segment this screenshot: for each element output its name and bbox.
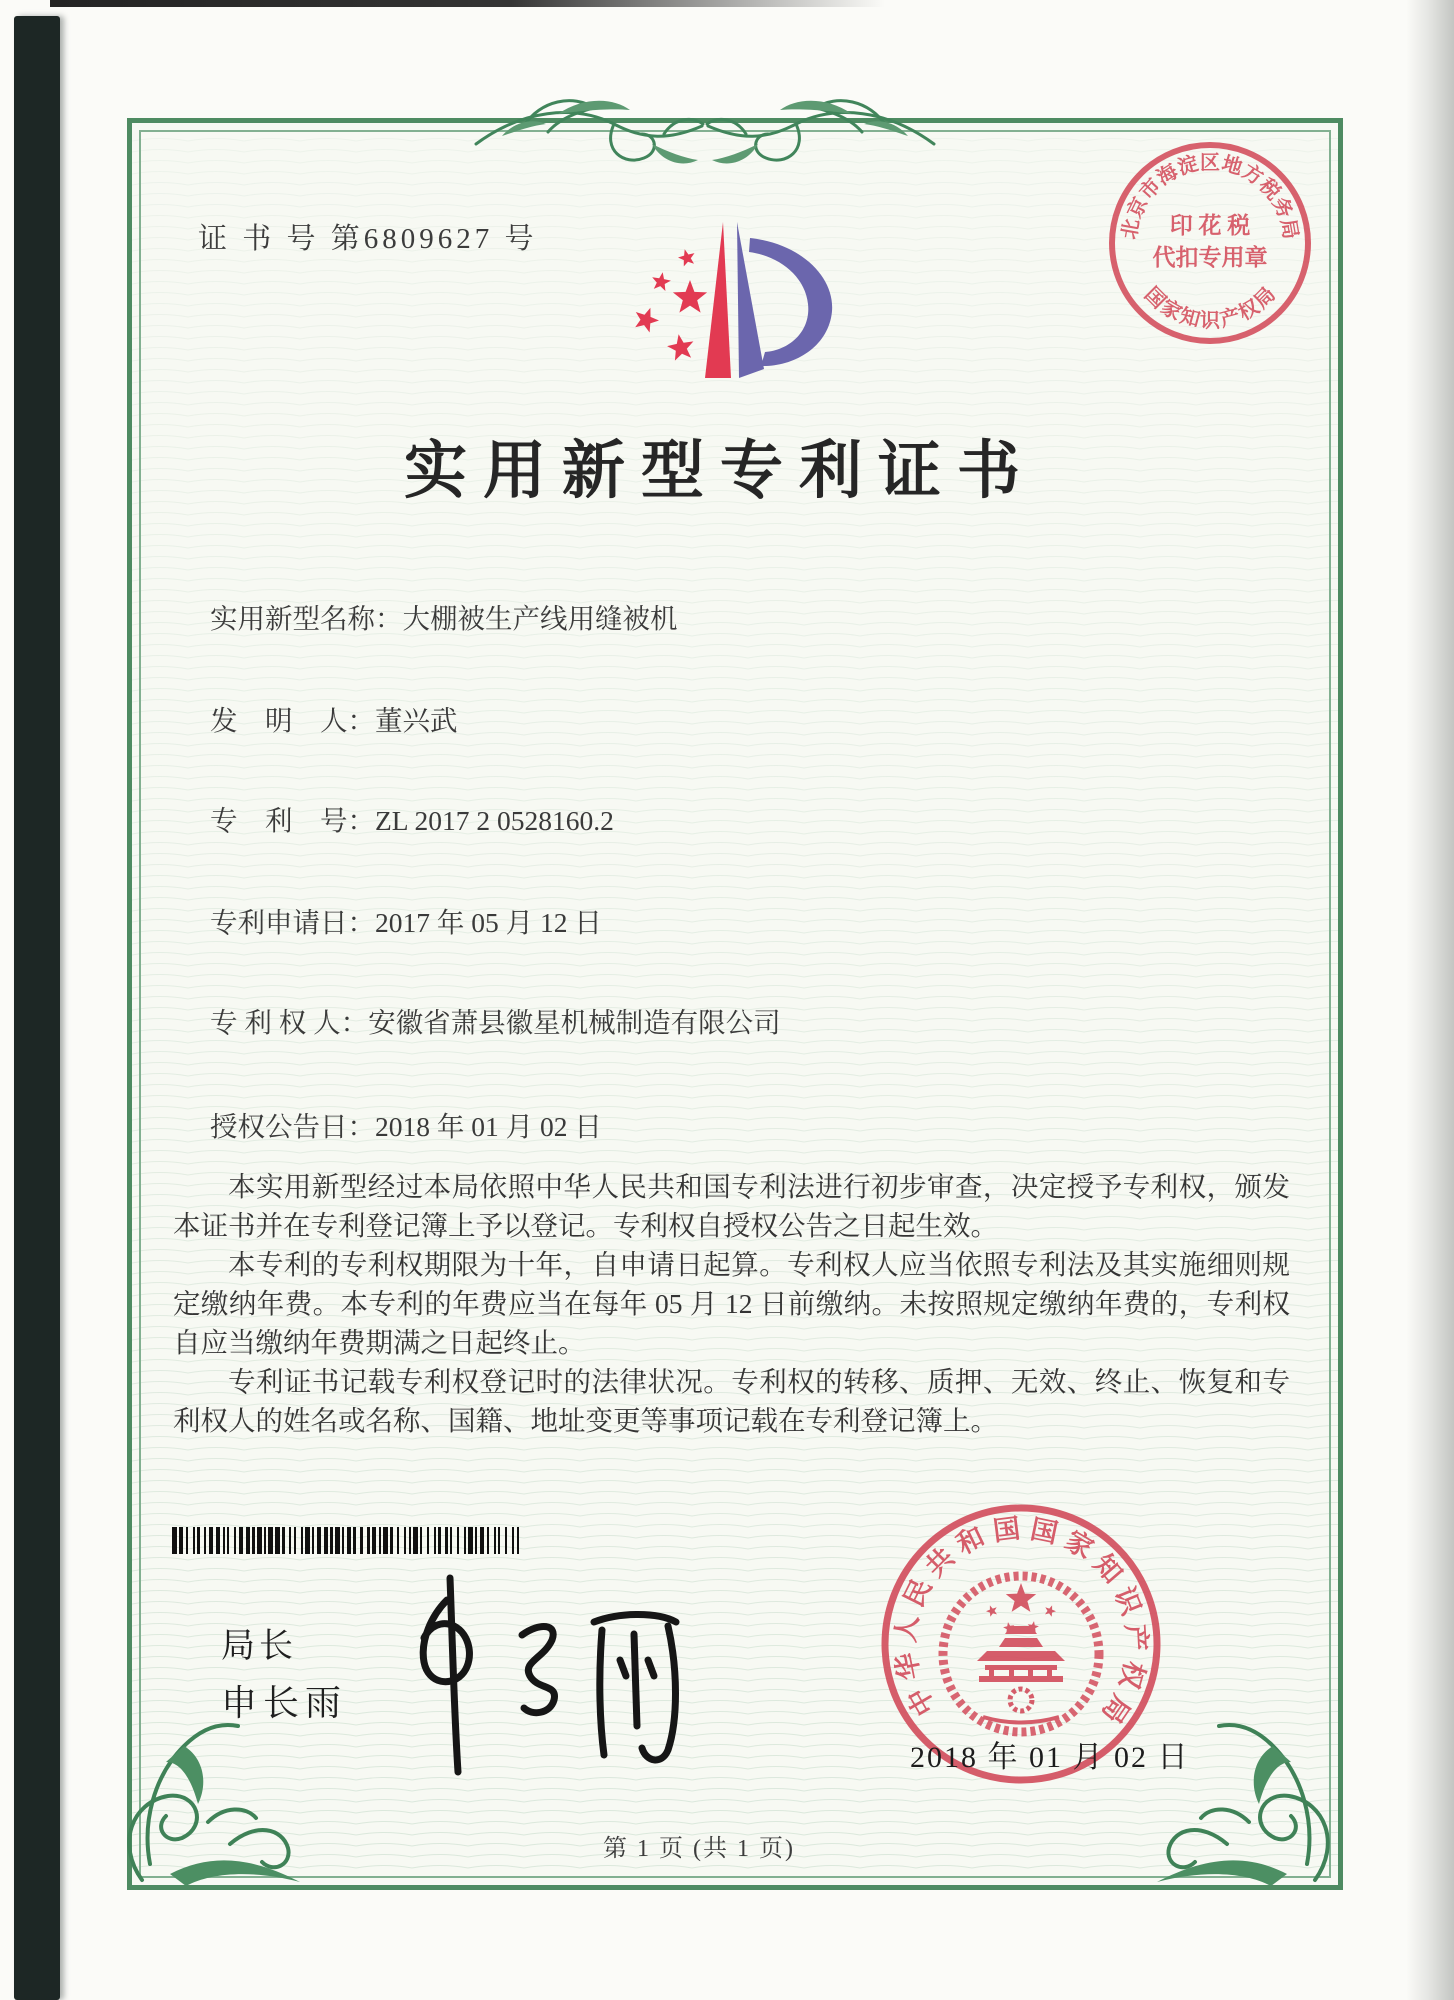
scan-right-shadow bbox=[1406, 0, 1454, 2000]
svg-text:区: 区 bbox=[1200, 152, 1220, 174]
certificate-number: 证 书 号 第6809627 号 bbox=[198, 223, 538, 255]
svg-text:共: 共 bbox=[919, 1542, 961, 1583]
certificate-title: 实用新型专利证书 bbox=[404, 436, 1036, 506]
field-value: 董兴武 bbox=[375, 705, 458, 736]
svg-text:人: 人 bbox=[890, 1613, 924, 1645]
logo-stars-icon bbox=[635, 249, 707, 360]
scan-top-edge bbox=[50, 0, 885, 7]
cnipa-logo-icon bbox=[615, 210, 845, 385]
field-label: 发 明 人： bbox=[210, 705, 375, 736]
national-emblem-icon bbox=[943, 1576, 1099, 1732]
svg-text:方: 方 bbox=[1238, 160, 1267, 190]
svg-text:京: 京 bbox=[1123, 194, 1153, 222]
svg-text:国: 国 bbox=[1139, 283, 1170, 314]
field-row-patentee bbox=[210, 1000, 781, 1040]
svg-text:中: 中 bbox=[901, 1682, 942, 1721]
field-label: 专利申请日： bbox=[210, 907, 375, 938]
svg-text:知: 知 bbox=[1177, 305, 1203, 332]
svg-text:产: 产 bbox=[1120, 1623, 1152, 1652]
field-value: 大棚被生产线用缝被机 bbox=[402, 603, 678, 634]
field-row-invention-name bbox=[210, 596, 678, 636]
legal-text-block bbox=[173, 1167, 1290, 1440]
field-label: 实用新型名称： bbox=[210, 603, 403, 634]
page-footer: 第 1 页 (共 1 页) bbox=[603, 1836, 795, 1862]
tax-stamp-seal bbox=[1104, 137, 1316, 349]
svg-text:市: 市 bbox=[1135, 174, 1166, 205]
director-name-label: 申长雨 bbox=[221, 1682, 348, 1723]
field-value: ZL 2017 2 0528160.2 bbox=[375, 805, 614, 836]
body-paragraph: 专利证书记载专利权登记时的法律状况。专利权的转移、质押、无效、终止、恢复和专利权人的姓名或名称、国籍、地址变更等事项记载在专利登记簿上。 bbox=[173, 1366, 1290, 1436]
field-label: 授权公告日： bbox=[210, 1111, 375, 1142]
logo-red-triangle bbox=[705, 222, 731, 378]
field-row-grant-date bbox=[210, 1104, 602, 1144]
svg-text:务: 务 bbox=[1267, 194, 1297, 222]
field-row-patent-number bbox=[210, 798, 614, 838]
field-value: 2018 年 01 月 02 日 bbox=[375, 1111, 602, 1142]
field-row-inventor bbox=[210, 698, 458, 738]
director-signature-image bbox=[372, 1560, 702, 1790]
svg-text:地: 地 bbox=[1219, 152, 1245, 180]
svg-text:税: 税 bbox=[1254, 174, 1285, 205]
svg-text:北: 北 bbox=[1118, 217, 1144, 241]
svg-text:国: 国 bbox=[991, 1513, 1022, 1547]
svg-text:产: 产 bbox=[1217, 305, 1243, 332]
corner-flourish-bottom-right bbox=[1140, 1702, 1345, 1894]
svg-text:局: 局 bbox=[1250, 283, 1281, 314]
svg-text:局: 局 bbox=[1276, 217, 1302, 241]
svg-text:国: 国 bbox=[1027, 1513, 1061, 1549]
svg-text:华: 华 bbox=[890, 1650, 926, 1683]
svg-text:海: 海 bbox=[1153, 160, 1182, 190]
svg-text:家: 家 bbox=[1059, 1525, 1099, 1565]
seal-date: 2018 年 01 月 02 日 bbox=[910, 1741, 1190, 1774]
svg-text:和: 和 bbox=[951, 1521, 990, 1561]
tax-stamp-line2: 代扣专用章 bbox=[1152, 245, 1268, 270]
corner-flourish-bottom-left bbox=[112, 1702, 317, 1894]
field-label: 专 利 权 人： bbox=[210, 1007, 369, 1038]
svg-text:权: 权 bbox=[1234, 296, 1264, 326]
svg-text:知: 知 bbox=[1087, 1548, 1129, 1589]
field-value: 2017 年 05 月 12 日 bbox=[375, 907, 602, 938]
svg-text:淀: 淀 bbox=[1175, 152, 1201, 180]
field-value: 安徽省萧县徽星机械制造有限公司 bbox=[368, 1007, 781, 1038]
logo-p-crescent bbox=[749, 238, 832, 366]
svg-text:家: 家 bbox=[1156, 296, 1186, 326]
field-label: 专 利 号： bbox=[210, 805, 375, 836]
tax-stamp-line1: 印 花 税 bbox=[1169, 213, 1251, 238]
barcode bbox=[172, 1527, 520, 1554]
svg-text:识: 识 bbox=[1108, 1582, 1147, 1620]
svg-text:局: 局 bbox=[1095, 1689, 1136, 1729]
svg-text:识: 识 bbox=[1200, 310, 1220, 332]
body-paragraph: 本实用新型经过本局依照中华人民共和国专利法进行初步审查，决定授予专利权，颁发本证书并在专利登记簿上予以登记。专利权自授权公告之日起生效。 bbox=[173, 1171, 1290, 1241]
svg-text:民: 民 bbox=[898, 1574, 938, 1612]
director-title-label: 局长 bbox=[221, 1627, 297, 1665]
svg-text:权: 权 bbox=[1113, 1657, 1150, 1692]
scan-book-spine-edge bbox=[14, 16, 60, 2000]
field-row-filing-date bbox=[210, 900, 602, 940]
top-border-flourish bbox=[462, 78, 948, 190]
body-paragraph: 本专利的专利权期限为十年，自申请日起算。专利权人应当依照专利法及其实施细则规定缴纳年费。本专利的年费应当在每年 05 月 12 日前缴纳。未按照规定缴纳年费的，专利权自应当缴纳年费期满之日起终止。 bbox=[173, 1249, 1290, 1358]
